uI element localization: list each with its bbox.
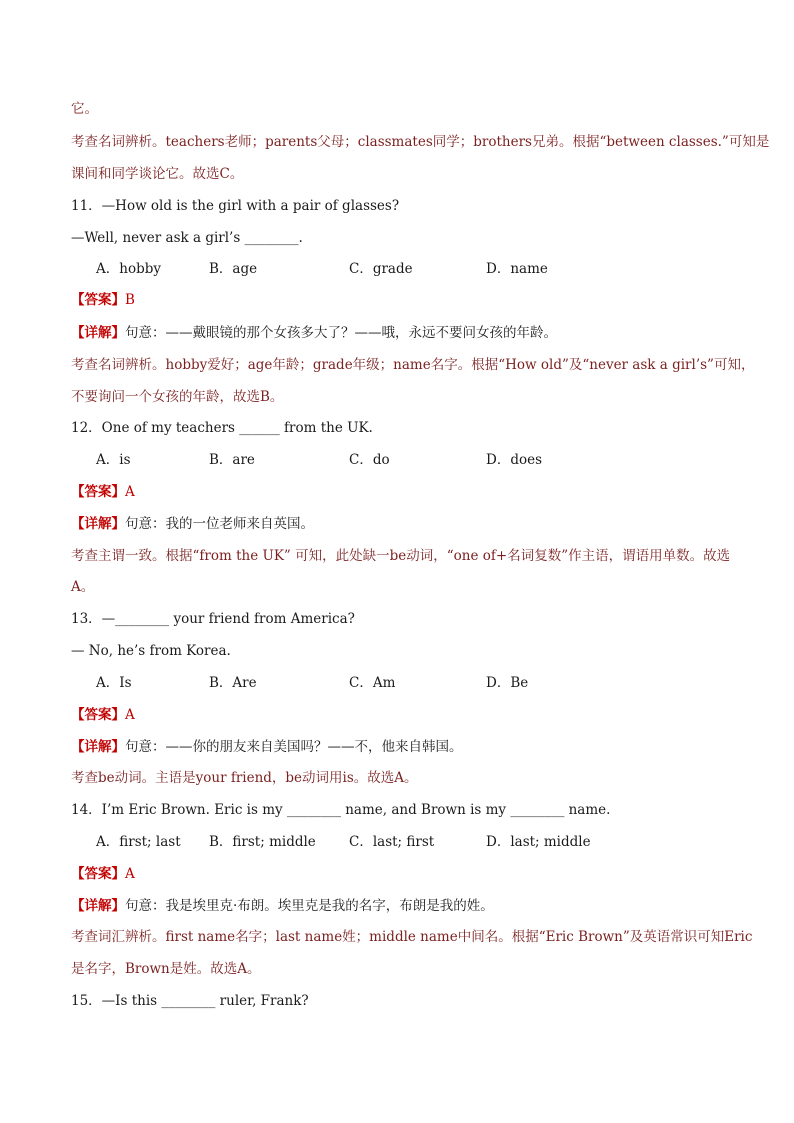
question-14-detail xyxy=(71,896,494,916)
option-c: C．Am xyxy=(349,675,396,691)
answer-tag: 【答案】 xyxy=(71,866,125,882)
question-12-stem: 12．One of my teachers ______ from the UK. xyxy=(71,420,373,436)
option-a: A．Is xyxy=(96,675,132,691)
question-11-stem: 11．—How old is the girl with a pair of glasses? xyxy=(71,198,400,214)
option-c: C．grade xyxy=(349,261,413,277)
option-c: C．do xyxy=(349,452,390,468)
answer-value: A xyxy=(125,484,135,500)
option-c: C．last; first xyxy=(349,834,435,850)
option-d: D．Be xyxy=(486,675,529,691)
option-b: B．age xyxy=(209,261,258,277)
answer-tag: 【答案】 xyxy=(71,484,125,500)
option-a: A．is xyxy=(96,452,131,468)
option-a: A．hobby xyxy=(96,261,161,277)
explanation-line: A。 xyxy=(71,579,95,595)
detail-tag: 【详解】 xyxy=(71,325,125,341)
explanation-line: 是名字，Brown是姓。故选A。 xyxy=(71,961,261,977)
explanation-line: 考查名词辨析。hobby爱好；age年龄；grade年级；name名字。根据“How old”及“never ask a girl’s”可知， xyxy=(71,357,755,373)
detail-text: 句意：我的一位老师来自英国。 xyxy=(125,516,314,532)
option-d: D．last; middle xyxy=(486,834,591,850)
answer-value: A xyxy=(125,866,135,882)
explanation-line: 不要询问一个女孩的年龄，故选B。 xyxy=(71,389,284,405)
question-11-answer xyxy=(71,290,135,310)
question-12-answer xyxy=(71,482,135,502)
detail-text: 句意：我是埃里克·布朗。埃里克是我的名字，布朗是我的姓。 xyxy=(125,898,494,914)
question-14-answer xyxy=(71,864,135,884)
question-13-stem: 13．—________ your friend from America? xyxy=(71,611,355,627)
option-b: B．first; middle xyxy=(209,834,316,850)
option-b: B．are xyxy=(209,452,255,468)
question-15-stem: 15．—Is this ________ ruler, Frank? xyxy=(71,993,309,1009)
question-11-detail xyxy=(71,323,557,343)
question-13-line2: — No, he’s from Korea. xyxy=(71,643,231,659)
explanation-continuation: 它。 xyxy=(71,101,98,117)
option-a: A．first; last xyxy=(96,834,181,850)
option-d: D．does xyxy=(486,452,543,468)
question-13-detail xyxy=(71,737,463,757)
detail-tag: 【详解】 xyxy=(71,516,125,532)
question-14-stem: 14．I’m Eric Brown. Eric is my ________ name, and Brown is my ________ name. xyxy=(71,802,611,818)
explanation-line: 考查主谓一致。根据“from the UK” 可知，此处缺一be动词，“one of+名词复数”作主语，谓语用单数。故选 xyxy=(71,548,731,564)
question-13-answer xyxy=(71,705,135,725)
question-11-line2: —Well, never ask a girl’s ________. xyxy=(71,230,303,246)
option-b: B．Are xyxy=(209,675,257,691)
explanation-line: 课间和同学谈论它。故选C。 xyxy=(71,166,244,182)
explanation-line: 考查词汇辨析。first name名字；last name姓；middle name中间名。根据“Eric Brown”及英语常识可知Eric xyxy=(71,929,753,945)
question-12-detail xyxy=(71,514,314,534)
answer-value: B xyxy=(125,292,135,308)
explanation-line: 考查名词辨析。teachers老师；parents父母；classmates同学；brothers兄弟。根据“between classes.”可知是 xyxy=(71,134,770,150)
detail-tag: 【详解】 xyxy=(71,898,125,914)
explanation-line: 考查be动词。主语是your friend，be动词用is。故选A。 xyxy=(71,770,418,786)
detail-tag: 【详解】 xyxy=(71,739,125,755)
detail-text: 句意：——戴眼镜的那个女孩多大了？——哦，永远不要问女孩的年龄。 xyxy=(125,325,557,341)
answer-value: A xyxy=(125,707,135,723)
answer-tag: 【答案】 xyxy=(71,707,125,723)
option-d: D．name xyxy=(486,261,548,277)
answer-tag: 【答案】 xyxy=(71,292,125,308)
detail-text: 句意：——你的朋友来自美国吗？——不，他来自韩国。 xyxy=(125,739,463,755)
